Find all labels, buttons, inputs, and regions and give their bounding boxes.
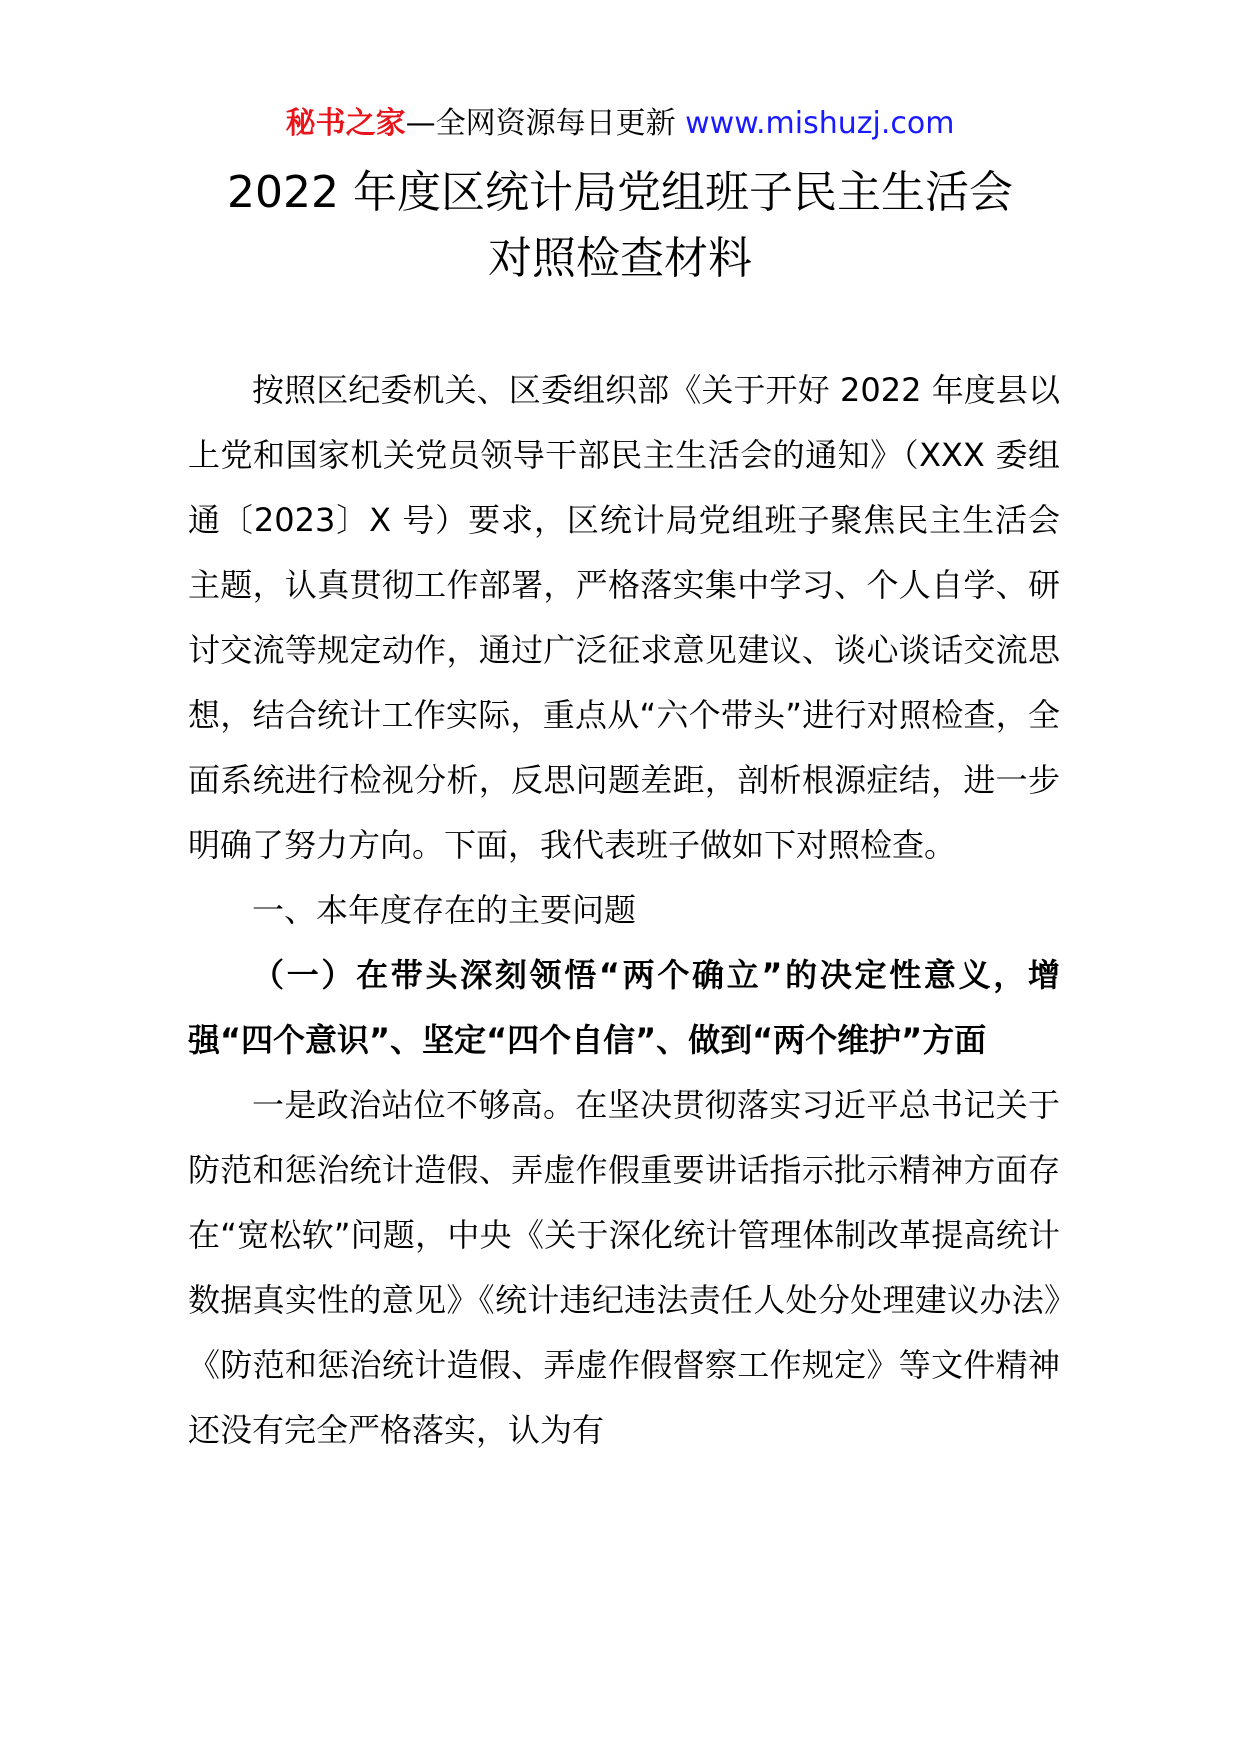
document-title-line-1: 2022 年度区统计局党组班子民主生活会 [227,167,1013,218]
subsection-heading: （一）在带头深刻领悟“两个确立”的决定性意义，增强“四个意识”、坚定“四个自信”、做到“两个维护”方面 [188,956,1060,1059]
brand-name: 秘书之家 [285,106,406,141]
intro-paragraph: 按照区纪委机关、区委组织部《关于开好 2022 年度县以上党和国家机关党员领导干部民主生活会的通知》（XXX 委组通〔2023〕X 号）要求，区统计局党组班子聚焦民主生活会主题，认真贯彻工作部署，严格落实集中学习、个人自学、研讨交流等规定动作，通过广泛征求意见建议、谈心谈话交流思想，结合统计工作实际，重点从“六个带头”进行对照检查，全面系统进行检视分析，反思问题差距，剖析根源症结，进一步明确了努力方向。下面，我代表班子做如下对照检查。 [188,371,1060,864]
banner-tagline: —全网资源每日更新 [405,106,676,141]
document-title-line-2: 对照检查材料 [488,233,752,284]
document-body [188,358,1060,1463]
section-heading: 一、本年度存在的主要问题 [252,891,637,929]
site-banner [0,104,1240,144]
site-url-link[interactable]: www.mishuzj.com [685,106,955,141]
issue-paragraph: 一是政治站位不够高。在坚决贯彻落实习近平总书记关于防范和惩治统计造假、弄虚作假重要讲话指示批示精神方面存在“宽松软”问题，中央《关于深化统计管理体制改革提高统计数据真实性的意见》《统计违纪违法责任人处分处理建议办法》《防范和惩治统计造假、弄虚作假督察工作规定》等文件精神还没有完全严格落实，认为有 [188,1086,1060,1449]
